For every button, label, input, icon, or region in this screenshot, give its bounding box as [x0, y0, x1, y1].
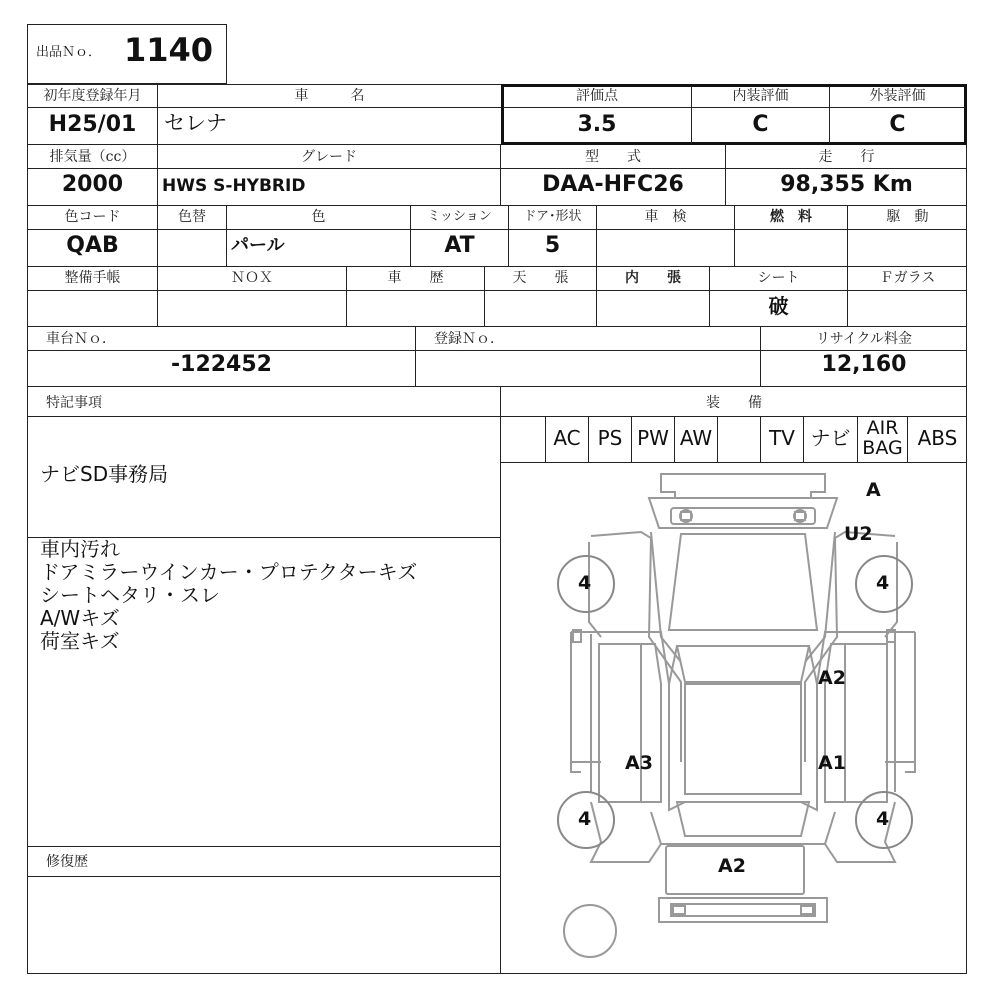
- color-code-value: QAB: [66, 233, 119, 258]
- cond-right-rear-door: A1: [818, 752, 846, 774]
- inspection-label: 車 検: [644, 209, 687, 225]
- mission-value: AT: [444, 233, 475, 258]
- equip-navi: ナビ: [810, 426, 851, 450]
- drive-label: 駆 動: [886, 209, 929, 225]
- equip-ac: AC: [553, 426, 581, 450]
- car-name-label: 車 名: [294, 88, 365, 104]
- interior-label: 内装評価: [732, 88, 789, 104]
- car-damage-diagram: [501, 462, 967, 974]
- maintenance-label: 整備手帳: [64, 270, 121, 286]
- remark-line-5: 荷室キズ: [40, 629, 120, 653]
- tire-rear-right: 4: [876, 808, 890, 830]
- exterior-label: 外装評価: [869, 88, 926, 104]
- displacement-label: 排気量（cc）: [49, 149, 136, 165]
- model-value: DAA-HFC26: [542, 172, 684, 197]
- color-change-label: 色替: [178, 209, 206, 225]
- recycle-label: リサイクル料金: [815, 331, 913, 347]
- cond-right-front-door: A2: [818, 667, 846, 689]
- first-reg-value: H25/01: [48, 112, 137, 137]
- history-label: 車 歴: [387, 270, 444, 286]
- equip-aw: AW: [679, 426, 713, 450]
- special-note-line: ナビSD事務局: [40, 462, 169, 486]
- remark-line-2: ドアミラーウインカー・プロテクターキズ: [40, 560, 418, 584]
- lot-number-label: 出品Ｎｏ．: [36, 45, 102, 60]
- chassis-label: 車台Ｎｏ．: [46, 331, 116, 347]
- remark-line-3: シートヘタリ・スレ: [40, 583, 220, 607]
- equip-airbag: AIR BAG: [862, 417, 903, 459]
- recycle-value: 12,160: [821, 352, 907, 377]
- cond-left-rear-door: A3: [625, 752, 653, 774]
- color-value: パール: [231, 235, 285, 256]
- tire-front-left: 4: [578, 572, 592, 594]
- seat-value: 破: [768, 294, 789, 318]
- car-name-value: セレナ: [164, 111, 227, 135]
- mileage-label: 走 行: [818, 149, 875, 165]
- grade-value: HWS S-HYBRID: [162, 176, 306, 196]
- score-label: 評価点: [576, 88, 618, 104]
- remark-line-1: 車内汚れ: [40, 537, 120, 561]
- tire-rear-left: 4: [578, 808, 592, 830]
- lot-number: 1140: [124, 31, 214, 69]
- fuel-label: 燃 料: [770, 209, 812, 225]
- color-label: 色: [311, 209, 326, 225]
- roof-label: 天 張: [512, 270, 569, 286]
- door-value: 5: [544, 233, 561, 258]
- reg-label: 登録Ｎｏ．: [434, 331, 504, 347]
- seat-label: シート: [757, 270, 800, 286]
- equip-ps: PS: [597, 426, 623, 450]
- mileage-value: 98,355 Km: [780, 172, 913, 197]
- cond-front: A: [866, 479, 881, 501]
- cond-rear-hatch: A2: [718, 855, 746, 877]
- special-notes-label: 特記事項: [46, 395, 102, 411]
- tire-front-right: 4: [876, 572, 890, 594]
- equip-pw: PW: [637, 426, 669, 450]
- grade-label: グレード: [301, 149, 357, 165]
- first-reg-label: 初年度登録年月: [43, 88, 142, 104]
- cond-hood-right: U2: [844, 523, 873, 545]
- exterior-value: C: [889, 112, 906, 137]
- equipment-label: 装 備: [706, 395, 762, 411]
- displacement-value: 2000: [61, 172, 124, 197]
- mission-label: ミッション: [427, 209, 492, 224]
- inner-label: 内 張: [625, 270, 681, 286]
- interior-value: C: [752, 112, 769, 137]
- fglass-label: Ｆガラス: [879, 270, 936, 286]
- chassis-value: -122452: [171, 352, 272, 377]
- lot-number-box: [27, 24, 227, 84]
- score-value: 3.5: [577, 112, 617, 137]
- repair-history-label: 修復歴: [46, 854, 88, 870]
- equip-tv: TV: [769, 426, 795, 450]
- model-label: 型 式: [585, 149, 641, 165]
- remark-line-4: A/Wキズ: [40, 606, 120, 630]
- door-label: ドア･形状: [523, 209, 582, 224]
- nox-label: ＮＯＸ: [231, 270, 273, 286]
- equip-abs: ABS: [917, 426, 958, 450]
- color-code-label: 色コード: [64, 209, 121, 225]
